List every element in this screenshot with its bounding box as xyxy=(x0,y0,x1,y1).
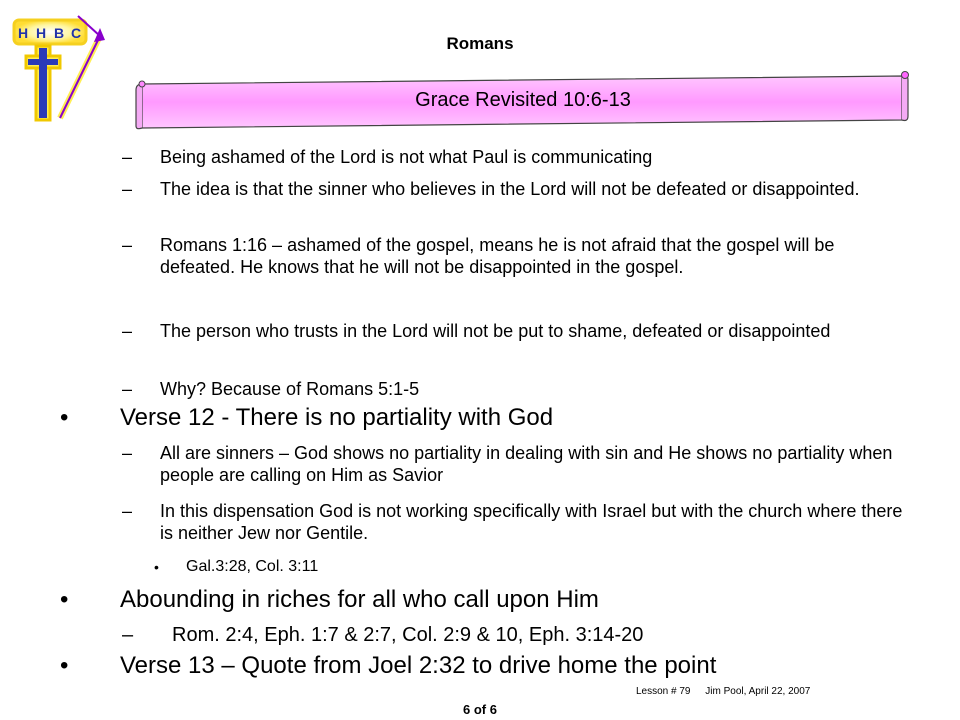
slide-footer xyxy=(636,686,822,697)
point-text: The idea is that the sinner who believes in the Lord will not be defeated or disappointed. xyxy=(160,179,860,199)
logo-letter-b: B xyxy=(54,25,65,41)
lesson-number: Lesson # 79 xyxy=(636,686,691,697)
dash-marker: – xyxy=(122,379,133,399)
point-text: Romans 1:16 – ashamed of the gospel, means he is not afraid that the gospel will be defeated. He knows that he will not be disappointed in the gospel. xyxy=(160,235,835,277)
riches-heading: Abounding in riches for all who call upon Him xyxy=(120,586,599,613)
dash-marker: – xyxy=(122,321,133,341)
logo-letter-h1: H xyxy=(18,25,29,41)
page-number: 6 of 6 xyxy=(463,702,497,717)
point-text: The person who trusts in the Lord will not be put to shame, defeated or disappointed xyxy=(160,321,831,341)
hhbc-logo xyxy=(8,6,108,132)
point-text: All are sinners – God shows no partiality in dealing with sin and He shows no partiality when people are calling on Him as Savior xyxy=(160,443,893,485)
dash-marker: – xyxy=(122,235,133,255)
bullet-marker: • xyxy=(60,404,69,431)
bullet-marker: • xyxy=(60,586,69,613)
verse13-heading: Verse 13 – Quote from Joel 2:32 to drive home the point xyxy=(120,652,717,679)
dash-marker: – xyxy=(122,624,134,646)
logo-letter-h2: H xyxy=(36,25,47,41)
cross-icon xyxy=(26,46,60,120)
author-date: Jim Pool, April 22, 2007 xyxy=(705,686,811,697)
logo-letter-c: C xyxy=(71,25,82,41)
slide-title: Grace Revisited 10:6-13 xyxy=(415,89,631,111)
point-text: Why? Because of Romans 5:1-5 xyxy=(160,379,420,399)
point-text: In this dispensation God is not working specifically with Israel but with the church where there is neither Jew nor Gentile. xyxy=(160,501,903,543)
dash-marker: – xyxy=(122,443,133,463)
course-title: Romans xyxy=(446,34,514,53)
point-text: Being ashamed of the Lord is not what Paul is communicating xyxy=(160,147,653,167)
verse12-heading: Verse 12 - There is no partiality with God xyxy=(120,404,554,431)
sub-bullet-marker: • xyxy=(154,559,159,575)
dash-marker: – xyxy=(122,147,133,167)
subpoint-text: Gal.3:28, Col. 3:11 xyxy=(186,558,319,575)
point-text: Rom. 2:4, Eph. 1:7 & 2:7, Col. 2:9 & 10, Eph. 3:14-20 xyxy=(172,624,644,646)
bullet-marker: • xyxy=(60,652,69,679)
dash-marker: – xyxy=(122,501,133,521)
dash-marker: – xyxy=(122,179,133,199)
